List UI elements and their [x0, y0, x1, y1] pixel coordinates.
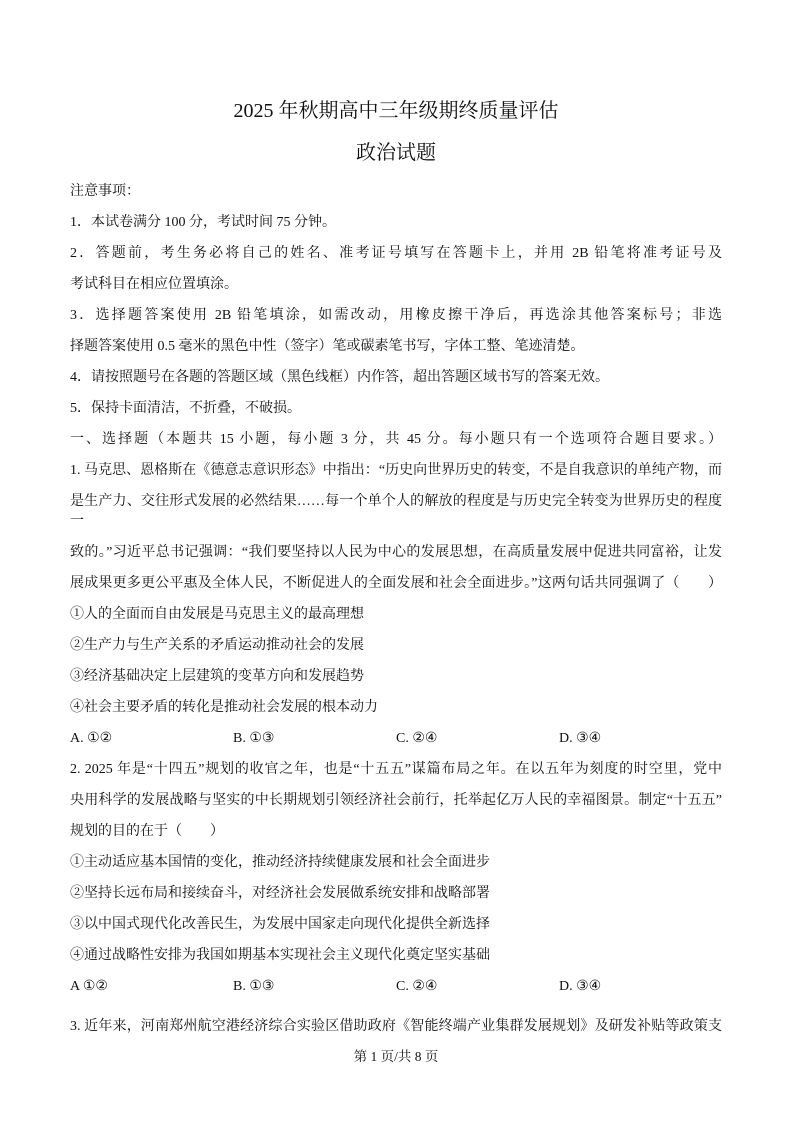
question-1-item: ④社会主要矛盾的转化是推动社会发展的根本动力: [70, 700, 378, 715]
exam-title: 2025 年秋期高中三年级期终质量评估: [233, 100, 559, 122]
question-1-item: ②生产力与生产关系的矛盾运动推动社会的发展: [70, 638, 364, 653]
notice-line: 4．请按照题号在各题的答题区域（黑色线框）内作答，超出答题区域书写的答案无效。: [70, 370, 609, 385]
notice-heading: 注意事项：: [70, 184, 140, 199]
choice-a: A ①②: [70, 979, 108, 994]
question-2-item: ③以中国式现代化改善民生，为发展中国家走向现代化提供全新选择: [70, 917, 490, 932]
choice-b: B. ①③: [233, 979, 275, 994]
question-2-item: ①主动适应基本国情的变化，推动经济持续健康发展和社会全面进步: [70, 855, 490, 870]
question-1-item: ③经济基础决定上层建筑的变革方向和发展趋势: [70, 669, 364, 684]
choice-c: C. ②④: [396, 731, 438, 746]
question-2-stem: 央用科学的发展战略与坚实的中长期规划引领经济社会前行，托举起亿万人民的幸福图景。制定“十五五”: [70, 793, 722, 808]
question-1-stem: 是生产力、交往形式发展的必然结果……每一个单个人的解放的程度是与历史完全转变为世界历史的程度一: [70, 494, 722, 529]
question-1-stem: 1. 马克思、恩格斯在《德意志意识形态》中指出：“历史向世界历史的转变，不是自我意识的单纯产物，而: [70, 463, 722, 478]
choice-d: D. ③④: [559, 731, 602, 746]
choice-d: D. ③④: [559, 979, 602, 994]
section-heading: 一、选择题（本题共 15 小题，每小题 3 分，共 45 分。每小题只有一个选项符合题目要求。）: [70, 432, 722, 447]
notice-line: 考试科目在相应位置填涂。: [70, 277, 238, 292]
exam-subtitle: 政治试题: [356, 142, 436, 164]
notice-line: 3．选择题答案使用 2B 铅笔填涂，如需改动，用橡皮擦干净后，再选涂其他答案标号；非选: [70, 308, 722, 323]
question-2-item: ②坚持长远布局和接续奋斗，对经济社会发展做系统安排和战略部署: [70, 886, 490, 901]
question-1-stem: 致的。”习近平总书记强调：“我们要坚持以人民为中心的发展思想，在高质量发展中促进共同富裕，让发: [70, 545, 722, 560]
notice-line: 5．保持卡面清洁，不折叠，不破损。: [70, 401, 301, 416]
question-1-stem: 展成果更多更公平惠及全体人民，不断促进人的全面发展和社会全面进步。”这两句话共同强调了（ ）: [70, 576, 722, 591]
question-2-stem: 规划的目的在于（ ）: [70, 824, 224, 839]
question-2-choices: [70, 977, 722, 997]
question-3-stem: 3. 近年来，河南郑州航空港经济综合实验区借助政府《智能终端产业集群发展规划》及研发补贴等政策支: [70, 1019, 722, 1034]
question-1-item: ①人的全面而自由发展是马克思主义的最高理想: [70, 607, 364, 622]
notice-line: 2．答题前，考生务必将自己的姓名、准考证号填写在答题卡上，并用 2B 铅笔将准考证号及: [70, 246, 722, 261]
notice-line: 1．本试卷满分 100 分，考试时间 75 分钟。: [70, 215, 336, 230]
choice-c: C. ②④: [396, 979, 438, 994]
choice-a: A. ①②: [70, 731, 113, 746]
question-1-choices: [70, 729, 722, 749]
choice-b: B. ①③: [233, 731, 275, 746]
question-2-item: ④通过战略性安排为我国如期基本实现社会主义现代化奠定坚实基础: [70, 948, 490, 963]
question-2-stem: 2. 2025 年是“十四五”规划的收官之年，也是“十五五”谋篇布局之年。在以五年为刻度的时空里，党中: [70, 762, 722, 777]
page-number: 第 1 页/共 8 页: [353, 1049, 439, 1064]
notice-line: 择题答案使用 0.5 毫米的黑色中性（签字）笔或碳素笔书写，字体工整、笔迹清楚。: [70, 339, 585, 354]
